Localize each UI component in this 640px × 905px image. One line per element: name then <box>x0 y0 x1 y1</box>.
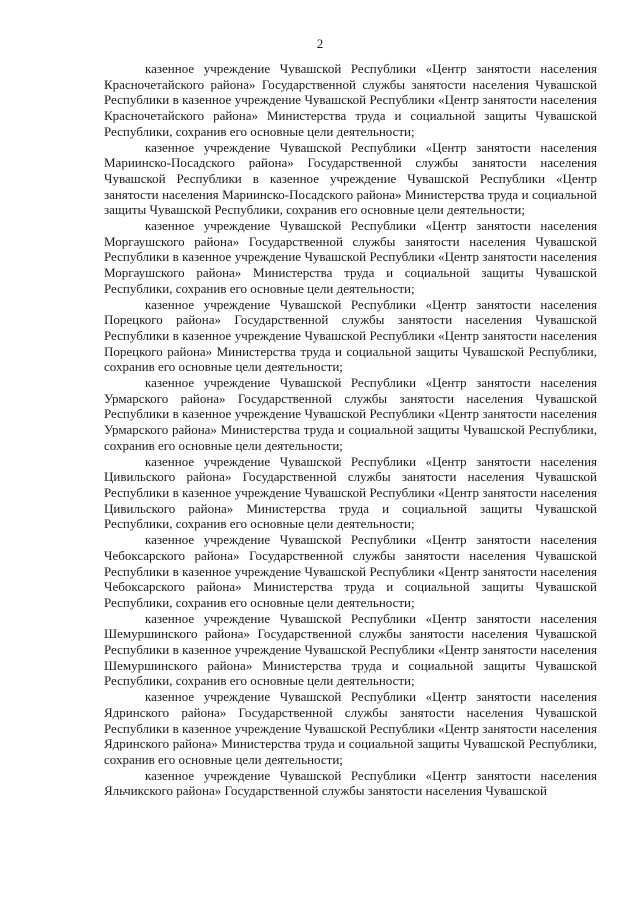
paragraph-cheboksarsky: казенное учреждение Чувашской Республики «Центр занятости населения Чебоксарского района» Государственной службы занятости населения Чувашской Республики в казенное учреждение Чувашской Республики «Центр занятости населения Чебоксарского района» Министерства труда и социальной защиты Чувашской Республики, сохранив его основные цели деятельности; <box>104 532 597 610</box>
page-number: 2 <box>316 36 324 51</box>
paragraph-yadrinsky: казенное учреждение Чувашской Республики «Центр занятости населения Ядринского района» Государственной службы занятости населения Чувашской Республики в казенное учреждение Чувашской Республики «Центр занятости населения Ядринского района» Министерства труда и социальной защиты Чувашской Республики, сохранив его основные цели деятельности; <box>104 689 597 767</box>
paragraph-tsivilsky: казенное учреждение Чувашской Республики «Центр занятости населения Цивильского района» Государственной службы занятости населения Чувашской Республики в казенное учреждение Чувашской Республики «Центр занятости населения Цивильского района» Министерства труда и социальной защиты Чувашской Республики, сохранив его основные цели деятельности; <box>104 453 597 532</box>
paragraph-yalchiksky: казенное учреждение Чувашской Республики «Центр занятости населения Яльчикского района» Государственной службы занятости населения Чувашской <box>104 767 597 799</box>
paragraph-poretsky: казенное учреждение Чувашской Республики «Центр занятости населения Порецкого района» Государственной службы занятости населения Чувашской Республики в казенное учреждение Чувашской Республики «Центр занятости населения Порецкого района» Министерства труда и социальной защиты Чувашской Республики, сохранив его основные цели деятельности; <box>104 296 597 375</box>
document-body <box>104 61 597 799</box>
paragraph-urmarsky: казенное учреждение Чувашской Республики «Центр занятости населения Урмарского района» Государственной службы занятости населения Чувашской Республики в казенное учреждение Чувашской Республики «Центр занятости населения Урмарского района» Министерства труда и социальной защиты Чувашской Республики, сохранив его основные цели деятельности; <box>104 375 597 453</box>
paragraph-morgaushsky: казенное учреждение Чувашской Республики «Центр занятости населения Моргаушского района» Государственной службы занятости населения Чувашской Республики в казенное учреждение Чувашской Республики «Центр занятости населения Моргаушского района» Министерства труда и социальной защиты Чувашской Республики, сохранив его основные цели деятельности; <box>104 218 597 296</box>
paragraph-shemurshinsky: казенное учреждение Чувашской Республики «Центр занятости населения Шемуршинского района» Государственной службы занятости населения Чувашской Республики в казенное учреждение Чувашской Республики «Центр занятости населения Шемуршинского района» Министерства труда и социальной защиты Чувашской Республики, сохранив его основные цели деятельности; <box>104 610 597 689</box>
paragraph-mariinsko-posadsky: казенное учреждение Чувашской Республики «Центр занятости населения Мариинско-Посадского района» Государственной службы занятости населения Чувашской Республики в казенное учреждение Чувашской Республики «Центр занятости населения Мариинско-Посадского района» Министерства труда и социальной защиты Чувашской Республики, сохранив его основные цели деятельности; <box>104 139 597 218</box>
paragraph-krasnochetaysky: казенное учреждение Чувашской Республики «Центр занятости населения Красночетайского района» Государственной службы занятости населения Чувашской Республики в казенное учреждение Чувашской Республики «Центр занятости населения Красночетайского района» Министерства труда и социальной защиты Чувашской Республики, сохранив его основные цели деятельности; <box>104 61 597 139</box>
